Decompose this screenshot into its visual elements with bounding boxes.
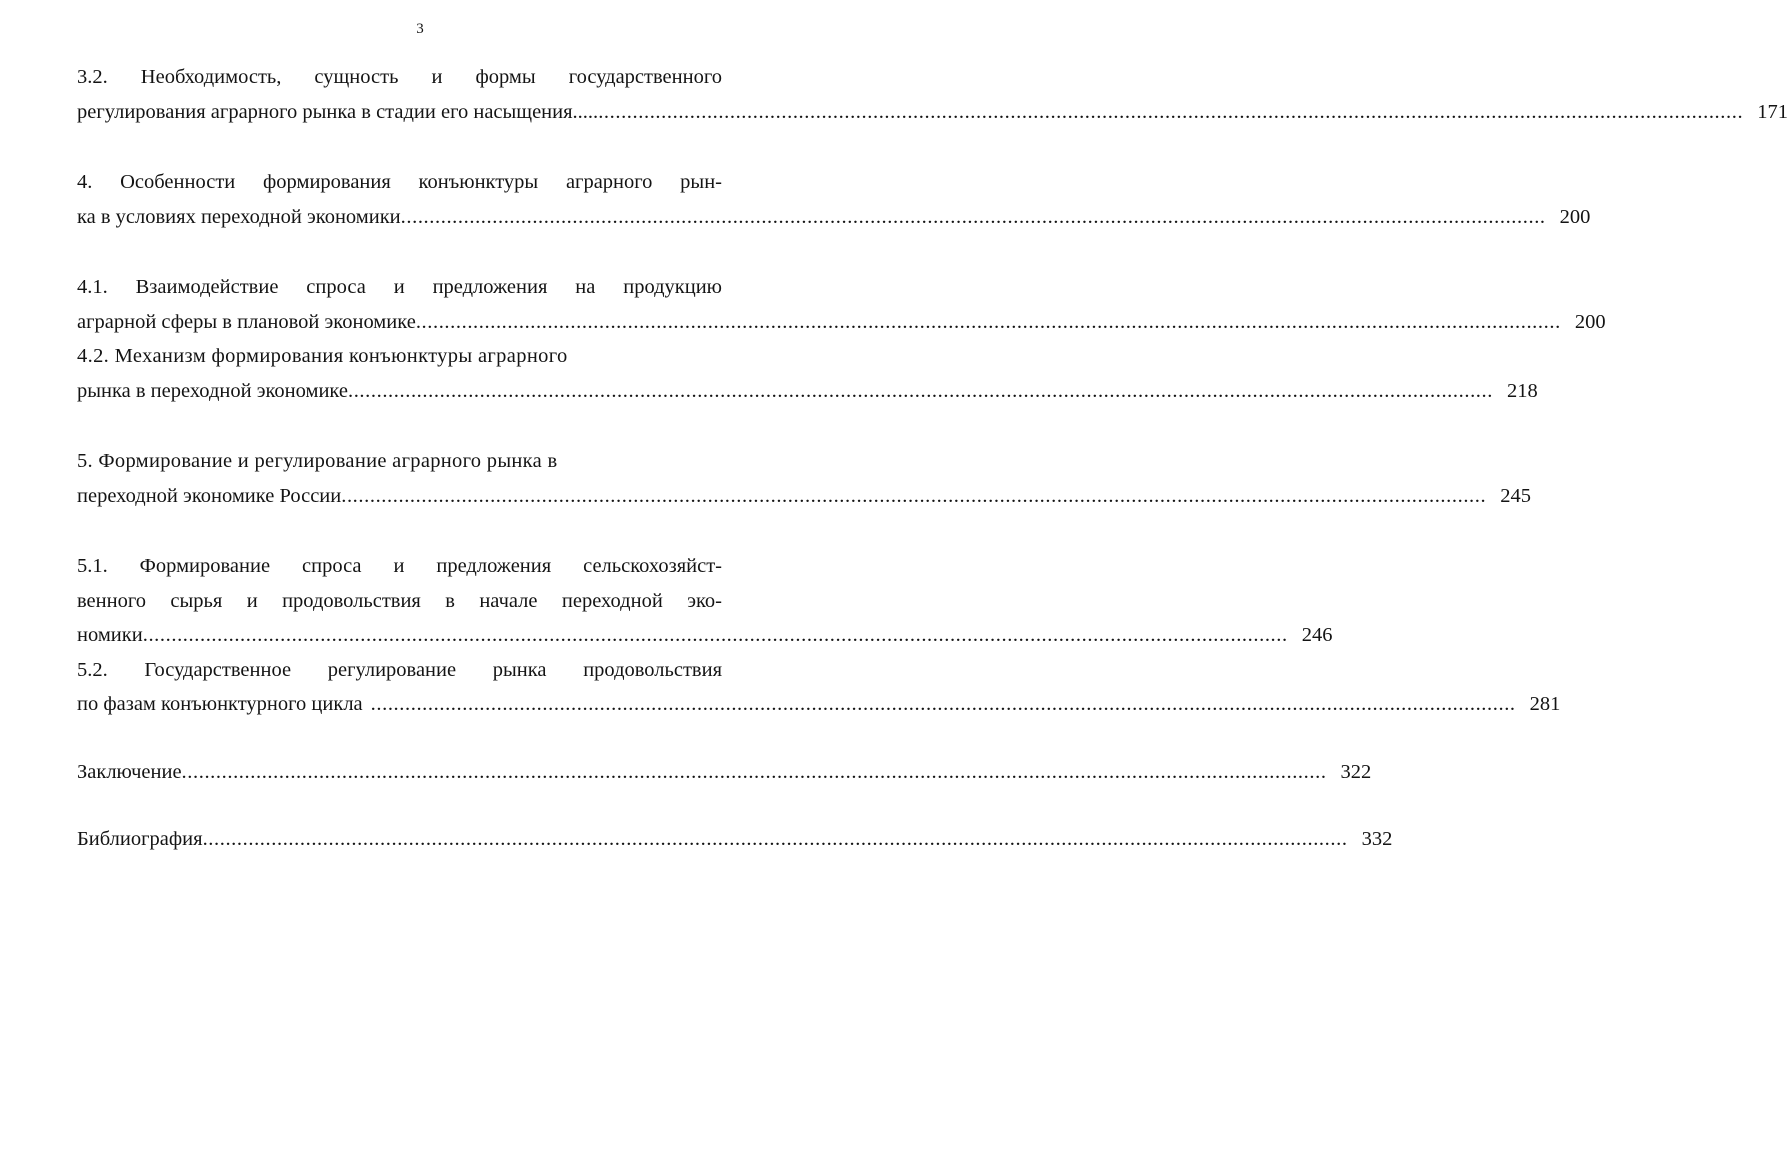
toc-entry-5-page: 245 xyxy=(1500,484,1531,507)
toc-entry-3-2-line1: 3.2. Необходимость, сущность и формы государственного xyxy=(77,66,722,88)
dot-leader: ........................................................................................................................................................................................................ xyxy=(415,310,1561,333)
toc-entry-5-1-line2: венного сырья и продовольствия в начале переходной эко- xyxy=(77,589,722,612)
toc-entry-bibliography xyxy=(77,822,1393,857)
dot-leader: ........................................................................................................................................................................................................ xyxy=(202,828,1348,850)
toc-entry-4-1-line1: 4.1. Взаимодействие спроса и предложения на продукцию xyxy=(77,276,722,298)
toc-entry-conclusion-page: 322 xyxy=(1340,760,1372,783)
toc-entry-4-1-page: 200 xyxy=(1574,310,1606,333)
toc-entry-conclusion xyxy=(77,755,1372,790)
toc-entry-5-2-page: 281 xyxy=(1529,693,1561,715)
toc-entry-4-1-line2 xyxy=(77,305,1606,340)
toc-entry-5-2-line2 xyxy=(77,687,1561,722)
toc-entry-5-1-line3 xyxy=(77,618,1333,653)
toc-entry-4-2-line2 xyxy=(77,374,1538,409)
toc-entry-5-1-line1: 5.1. Формирование спроса и предложения сельскохозяйст- xyxy=(77,555,722,577)
dot-leader: ........................................................................................................................................................................................................ xyxy=(142,624,1288,646)
toc-entry-5-2-line1: 5.2. Государственное регулирование рынка продовольствия xyxy=(77,658,722,681)
dot-leader: ........................................................................................................................................................................................................ xyxy=(598,100,1744,123)
toc-entry-5-1-page: 246 xyxy=(1301,624,1333,646)
table-of-contents xyxy=(77,60,1788,857)
toc-entry-5-line1: 5. Формирование и регулирование аграрного рынка в xyxy=(77,450,558,472)
dot-leader: ........................................................................................................................................................................................................ xyxy=(347,379,1493,402)
toc-entry-3-2-line2 xyxy=(77,95,1788,130)
toc-entry-4-1-text: аграрной сферы в плановой экономике xyxy=(77,310,416,333)
toc-entry-conclusion-text: Заключение xyxy=(77,760,182,783)
toc-entry-4-line2 xyxy=(77,200,1591,235)
toc-entry-4-2-line1: 4.2. Механизм формирования конъюнктуры аграрного xyxy=(77,345,568,367)
toc-entry-4-2-page: 218 xyxy=(1506,379,1538,402)
toc-entry-4-text: ка в условиях переходной экономики xyxy=(77,205,401,228)
toc-entry-5-line2 xyxy=(77,479,1531,514)
toc-entry-5-2-text: по фазам конъюнктурного цикла xyxy=(77,693,363,715)
dot-leader: ........................................................................................................................................................................................................ xyxy=(341,484,1487,507)
page-number: 3 xyxy=(416,21,424,37)
toc-entry-4-line1: 4. Особенности формирования конъюнктуры аграрного рын- xyxy=(77,171,722,193)
dot-leader: ........................................................................................................................................................................................................ xyxy=(370,693,1516,715)
dot-leader: ........................................................................................................................................................................................................ xyxy=(400,205,1546,228)
toc-entry-4-page: 200 xyxy=(1559,205,1591,228)
toc-entry-bibliography-page: 332 xyxy=(1361,828,1393,850)
dot-leader: ........................................................................................................................................................................................................ xyxy=(181,760,1327,783)
toc-entry-3-2-text: регулирования аграрного рынка в стадии его насыщения..... xyxy=(77,100,599,123)
toc-entry-5-text: переходной экономике России xyxy=(77,484,342,507)
toc-entry-5-1-text: номики xyxy=(77,624,143,646)
toc-entry-4-2-text: рынка в переходной экономике xyxy=(77,379,348,402)
toc-entry-bibliography-text: Библиография xyxy=(77,828,203,850)
toc-entry-3-2-page: 171 xyxy=(1757,100,1788,123)
